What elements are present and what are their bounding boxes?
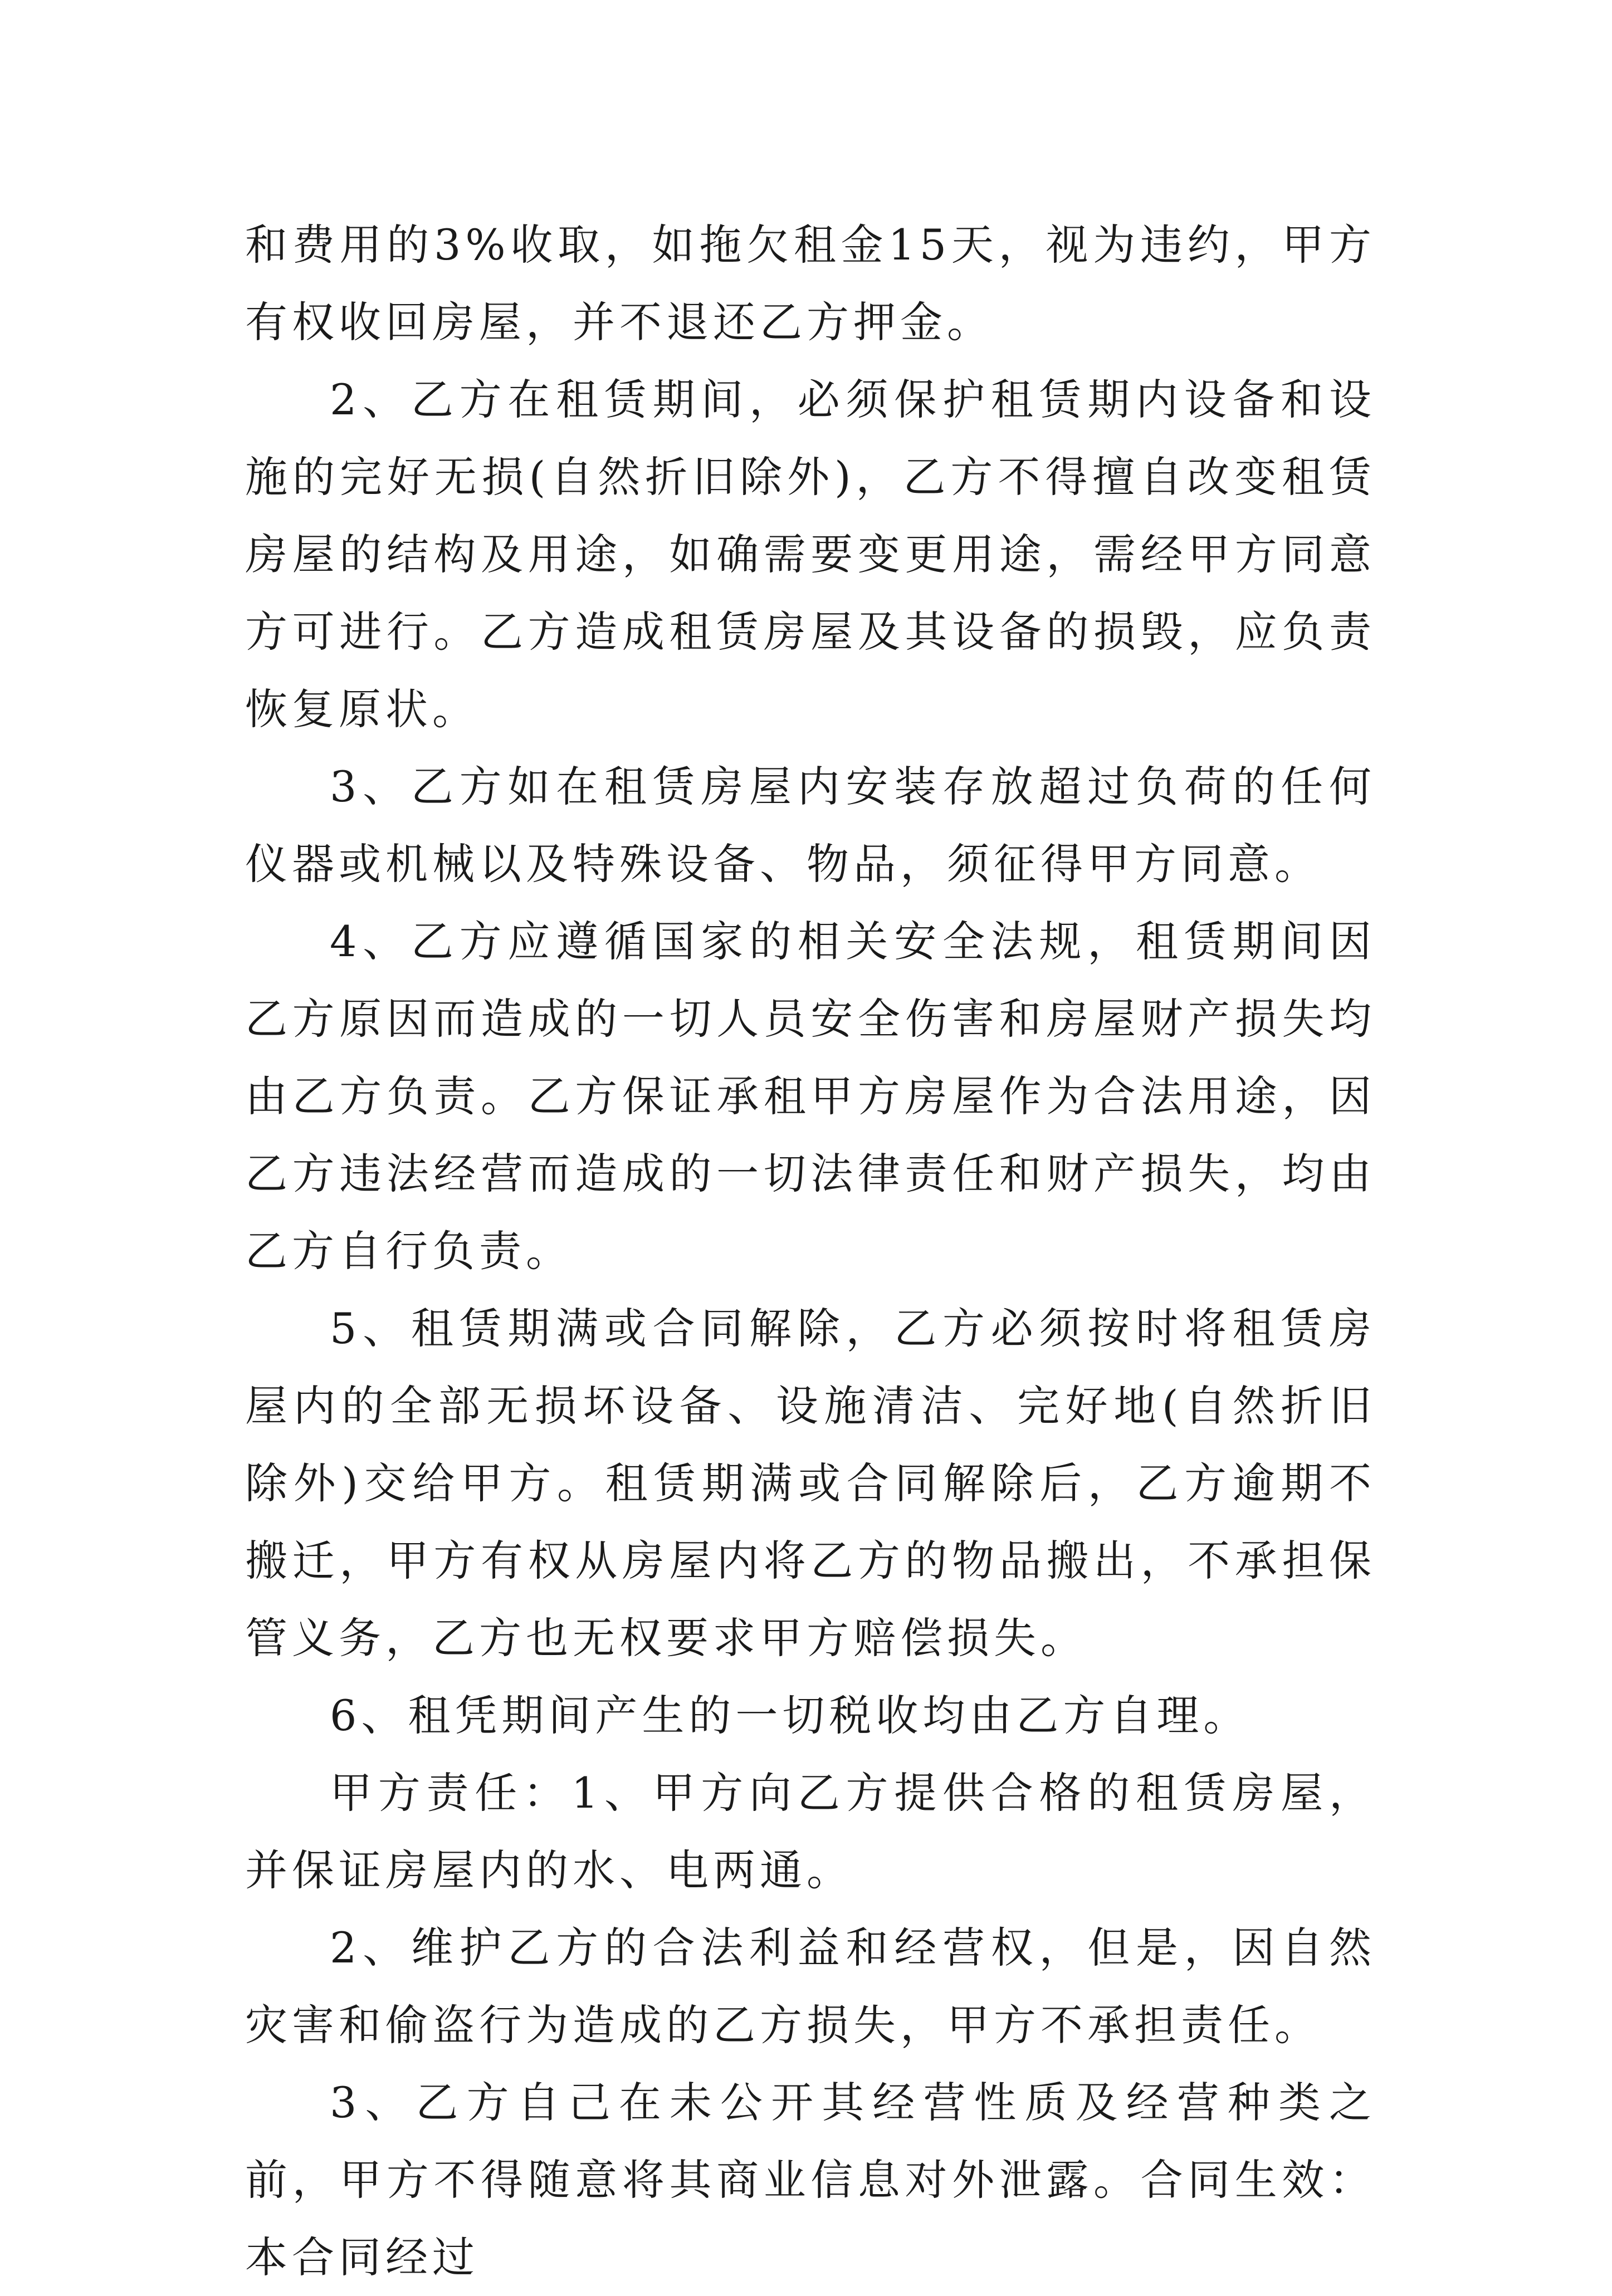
document-page	[245, 206, 1376, 2296]
paragraph-clause-5-return: 5、租赁期满或合同解除，乙方必须按时将租赁房屋内的全部无损坏设备、设施清洁、完好地(自然折旧除外)交给甲方。租赁期满或合同解除后，乙方逾期不搬迁，甲方有权从房屋内将乙方的物品搬出，不承担保管义务，乙方也无权要求甲方赔偿损失。	[245, 1304, 1376, 1663]
paragraph-party-a-duty-3: 3、乙方自己在未公开其经营性质及经营种类之前，甲方不得随意将其商业信息对外泄露。合同生效：本合同经过	[245, 2078, 1376, 2282]
paragraph-party-a-duty-1: 甲方责任：1、甲方向乙方提供合格的租赁房屋，并保证房屋内的水、电两通。	[245, 1768, 1376, 1895]
paragraph-clause-6-taxes: 6、租凭期间产生的一切税收均由乙方自理。	[330, 1691, 1250, 1740]
paragraph-clause-4-safety: 4、乙方应遵循国家的相关安全法规，租赁期间因乙方原因而造成的一切人员安全伤害和房屋财产损失均由乙方负责。乙方保证承租甲方房屋作为合法用途，因乙方违法经营而造成的一切法律责任和财产损失，均由乙方自行负责。	[245, 917, 1376, 1276]
paragraph-rent-arrears: 和费用的3%收取，如拖欠租金15天，视为违约，甲方有权收回房屋，并不退还乙方押金。	[245, 220, 1376, 347]
paragraph-clause-3-equipment: 3、乙方如在租赁房屋内安装存放超过负荷的任何仪器或机械以及特殊设备、物品，须征得甲方同意。	[245, 762, 1376, 889]
paragraph-party-a-duty-2: 2、维护乙方的合法利益和经营权，但是，因自然灾害和偷盗行为造成的乙方损失，甲方不承担责任。	[245, 1923, 1376, 2050]
paragraph-clause-2-facilities: 2、乙方在租赁期间，必须保护租赁期内设备和设施的完好无损(自然折旧除外)，乙方不得擅自改变租赁房屋的结构及用途，如确需要变更用途，需经甲方同意方可进行。乙方造成租赁房屋及其设备的损毁，应负责恢复原状。	[245, 375, 1376, 734]
